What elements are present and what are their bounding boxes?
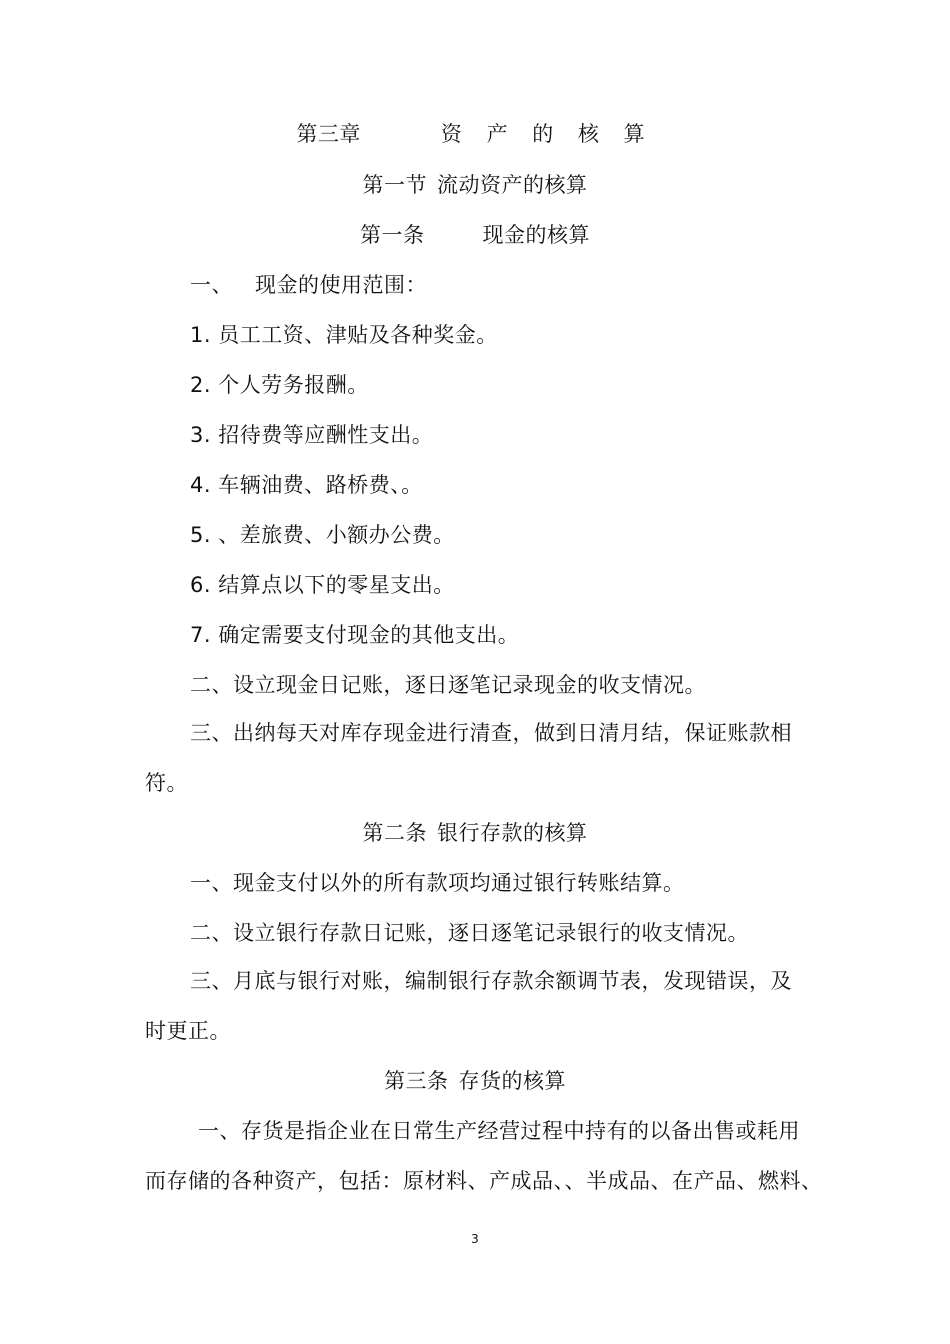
article-3-item-1-line-1: 一、存货是指企业在日常生产经营过程中持有的以备出售或耗用 (198, 1119, 800, 1143)
article-2-item-3-line-2: 时更正。 (145, 1019, 231, 1043)
list-item: 2. 个人劳务报酬。 (190, 373, 369, 397)
article-2-item-2: 二、设立银行存款日记账，逐日逐笔记录银行的收支情况。 (190, 921, 749, 945)
list-item: 4. 车辆油费、路桥费、。 (190, 473, 423, 497)
article-2-label: 第二条 (362, 821, 427, 845)
item-number: 一、 (190, 273, 233, 297)
article-2-item-1: 一、现金支付以外的所有款项均通过银行转账结算。 (190, 871, 685, 895)
list-item: 6. 结算点以下的零星支出。 (190, 573, 455, 597)
list-item: 5. 、差旅费、小额办公费。 (190, 523, 455, 547)
article-1-item-3-line-1: 三、出纳每天对库存现金进行清查，做到日清月结，保证账款相 (190, 721, 792, 745)
section-label: 第一节 (362, 173, 427, 197)
article-3-item-1-line-2: 而存储的各种资产，包括：原材料、产成品、、半成品、在产品、燃料、 (145, 1169, 823, 1193)
article-1-title: 现金的核算 (482, 223, 590, 247)
list-item: 1. 员工工资、津贴及各种奖金。 (190, 323, 498, 347)
chapter-label: 第三章 (296, 122, 361, 146)
article-2-item-3-line-1: 三、月底与银行对账，编制银行存款余额调节表，发现错误，及 (190, 969, 792, 993)
article-1-heading (0, 220, 950, 250)
article-1-item-3-line-2: 符。 (145, 771, 188, 795)
article-3-heading (0, 1066, 950, 1096)
chapter-title: 资 产 的 核 算 (440, 122, 654, 146)
list-item: 3. 招待费等应酬性支出。 (190, 423, 434, 447)
article-3-label: 第三条 (384, 1069, 449, 1093)
article-2-heading (0, 818, 950, 848)
section-title: 流动资产的核算 (437, 173, 588, 197)
page-number: 3 (471, 1232, 479, 1246)
item-text: 现金的使用范围： (255, 273, 427, 297)
article-2-title: 银行存款的核算 (437, 821, 588, 845)
article-1-item-1-heading (190, 270, 427, 300)
article-1-label: 第一条 (360, 223, 425, 247)
article-1-item-2: 二、设立现金日记账，逐日逐笔记录现金的收支情况。 (190, 673, 706, 697)
list-item: 7. 确定需要支付现金的其他支出。 (190, 623, 520, 647)
section-heading (0, 170, 950, 200)
chapter-heading (0, 119, 950, 149)
article-3-title: 存货的核算 (458, 1069, 566, 1093)
